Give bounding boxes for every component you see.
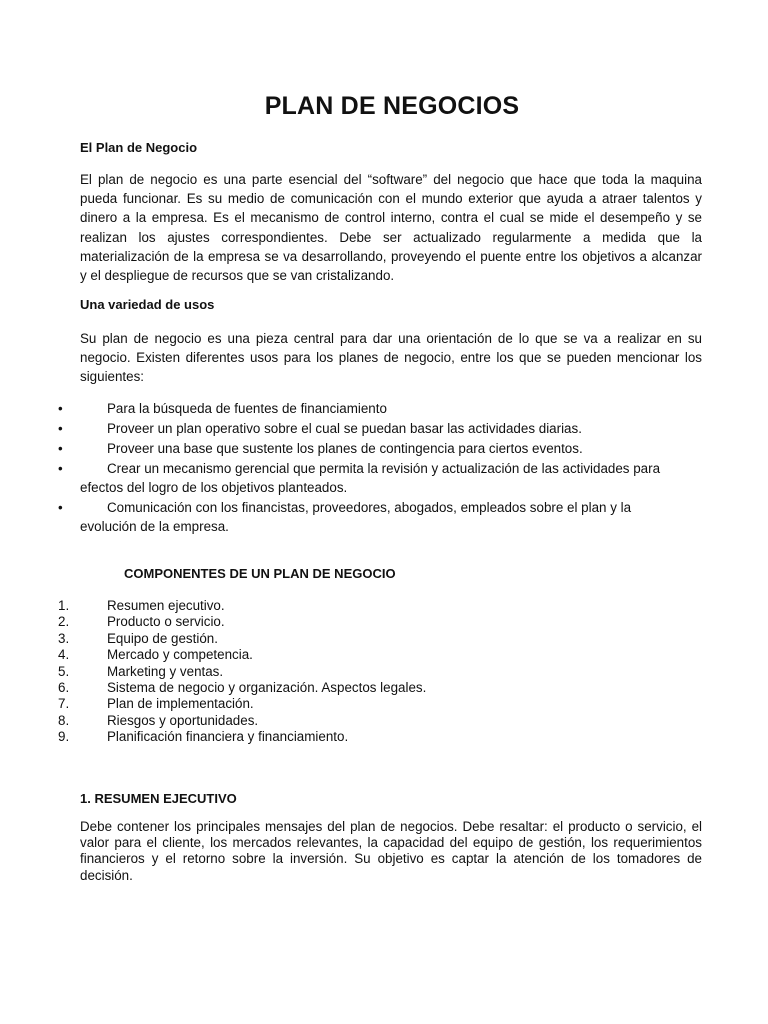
section-heading-plan-de-negocio: El Plan de Negocio <box>80 140 198 155</box>
list-item-text: Para la búsqueda de fuentes de financiamiento <box>107 401 387 416</box>
bullet-icon: • <box>58 461 63 476</box>
list-item-text: Equipo de gestión. <box>107 630 218 646</box>
section-heading-resumen-ejecutivo: 1. RESUMEN EJECUTIVO <box>80 791 237 806</box>
bullet-icon: • <box>58 421 63 436</box>
list-item-number: 9. <box>58 729 70 745</box>
list-item-number: 3. <box>58 630 70 646</box>
list-item-text: Planificación financiera y financiamiento. <box>107 729 349 745</box>
page-title: PLAN DE NEGOCIOS <box>264 92 520 120</box>
bullet-icon: • <box>58 500 63 515</box>
uses-bullet-list <box>0 399 768 537</box>
list-item-text: Plan de implementación. <box>107 696 254 712</box>
section-paragraph-plan-de-negocio: El plan de negocio es una parte esencial del “software” del negocio que hace que toda la maquina pueda funcionar. Es su medio de comunicación con el mundo exterior que ayuda a atraer talentos y dinero a la empresa. Es el mecanismo de control interno, contra el cual se mide el desempeño y se realizan los ajustes correspondientes. Debe ser actualizado regularmente a medida que la materialización de la empresa se va desarrollando, proveyendo el puente entre los objetivos a alcanzar y el despliegue de recursos que se van cristalizando. <box>80 172 702 284</box>
list-item-text: Crear un mecanismo gerencial que permita la revisión y actualización de las actividades para efectos del logro de los objetivos planteados. <box>80 461 661 495</box>
list-item-text: Riesgos y oportunidades. <box>107 712 259 728</box>
list-item-number: 8. <box>58 712 70 728</box>
list-item <box>0 459 682 497</box>
list-item-text: Mercado y competencia. <box>107 647 253 663</box>
list-item-number: 5. <box>58 663 70 679</box>
section-paragraph-variedad-de-usos: Su plan de negocio es una pieza central para dar una orientación de lo que se va a realizar en su negocio. Existen diferentes usos para los planes de negocio, entre los que se pueden mencionar los siguientes: <box>80 331 702 385</box>
list-item-text: Proveer un plan operativo sobre el cual se puedan basar las actividades diarias. <box>107 421 582 436</box>
list-item-text: Producto o servicio. <box>107 614 225 630</box>
list-item-text: Proveer una base que sustente los planes de contingencia para ciertos eventos. <box>107 441 583 456</box>
section-heading-variedad-de-usos: Una variedad de usos <box>80 297 215 312</box>
bullet-icon: • <box>58 441 63 456</box>
list-item <box>0 498 682 536</box>
list-item <box>0 419 682 438</box>
list-item-text: Sistema de negocio y organización. Aspectos legales. <box>107 679 427 695</box>
list-item-number: 7. <box>58 696 70 712</box>
list-item-text: Marketing y ventas. <box>107 663 224 679</box>
list-item-number: 6. <box>58 679 70 695</box>
list-item-number: 1. <box>58 598 70 613</box>
components-heading: COMPONENTES DE UN PLAN DE NEGOCIO <box>124 566 396 581</box>
bullet-icon: • <box>58 401 63 416</box>
list-item-number: 4. <box>58 647 70 663</box>
list-item-number: 2. <box>58 614 70 630</box>
section-paragraph-resumen-ejecutivo: Debe contener los principales mensajes del plan de negocios. Debe resaltar: el producto o servicio, el valor para el cliente, los mercados relevantes, la capacidad del equipo de gestión, los requerimientos financieros y el retorno sobre la inversión. Su objetivo es captar la atención de los tomadores de decisión. <box>80 819 702 883</box>
list-item-text: Resumen ejecutivo. <box>107 598 225 613</box>
list-item-text: Comunicación con los financistas, proveedores, abogados, empleados sobre el plan y la evolución de la empresa. <box>80 500 632 534</box>
list-item <box>0 399 682 418</box>
list-item <box>0 439 682 458</box>
